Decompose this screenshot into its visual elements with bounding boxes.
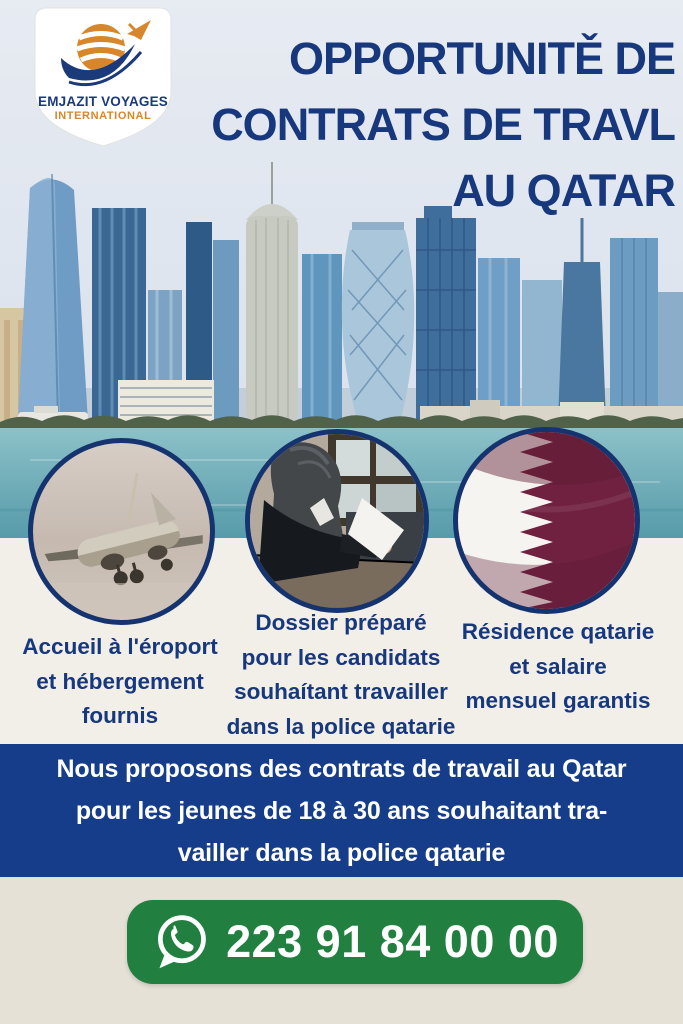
caption-line: et salaire bbox=[509, 653, 607, 679]
banner-text-line: Nous proposons des contrats de travail au Qatar bbox=[56, 754, 627, 783]
caption-line: fournis bbox=[81, 703, 159, 728]
offer-banner bbox=[0, 744, 683, 877]
airplane-icon bbox=[33, 443, 210, 620]
feature-caption-airport bbox=[22, 630, 217, 734]
airplane-photo-circle bbox=[28, 438, 215, 625]
office-scene-icon bbox=[250, 434, 424, 608]
caption-line: mensuel garantis bbox=[465, 688, 651, 713]
caption-line: dans la police qatarie bbox=[226, 713, 456, 739]
caption-line: pour les candidats bbox=[241, 644, 441, 670]
caption-line: et hébergement bbox=[36, 668, 204, 694]
caption-line: souhaítant travailler bbox=[234, 679, 448, 704]
title-line: CONTRATS DE TRAVL bbox=[211, 99, 675, 150]
title-line: AU QATAR bbox=[452, 165, 675, 216]
office-candidate-photo-circle bbox=[245, 429, 429, 613]
qatar-flag-icon bbox=[458, 432, 635, 609]
caption-line: Accueil à l'éroport bbox=[22, 634, 218, 659]
whatsapp-contact-button[interactable] bbox=[127, 900, 583, 984]
phone-number: 223 91 84 00 00 bbox=[226, 916, 559, 967]
feature-caption-residence bbox=[462, 615, 655, 719]
caption-line: Résidence qatarie bbox=[461, 619, 655, 644]
globe-airplane-icon bbox=[51, 16, 155, 92]
whatsapp-icon bbox=[151, 912, 211, 972]
poster-title bbox=[211, 26, 675, 224]
emjazit-logo bbox=[33, 6, 173, 148]
feature-caption-dossier bbox=[227, 606, 456, 744]
caption-line: Dossier préparé bbox=[255, 610, 427, 635]
banner-text-line: vailler dans la police qatarie bbox=[177, 838, 506, 867]
logo-subtitle: INTERNATIONAL bbox=[54, 110, 152, 122]
banner-text-line: pour les jeunes de 18 à 30 ans souhaitant tra- bbox=[75, 796, 608, 825]
title-line: OPPORTUNITĚ DE bbox=[288, 33, 675, 84]
qatar-flag-photo-circle bbox=[453, 427, 640, 614]
logo-company-name: EMJAZIT VOYAGES bbox=[37, 94, 169, 109]
